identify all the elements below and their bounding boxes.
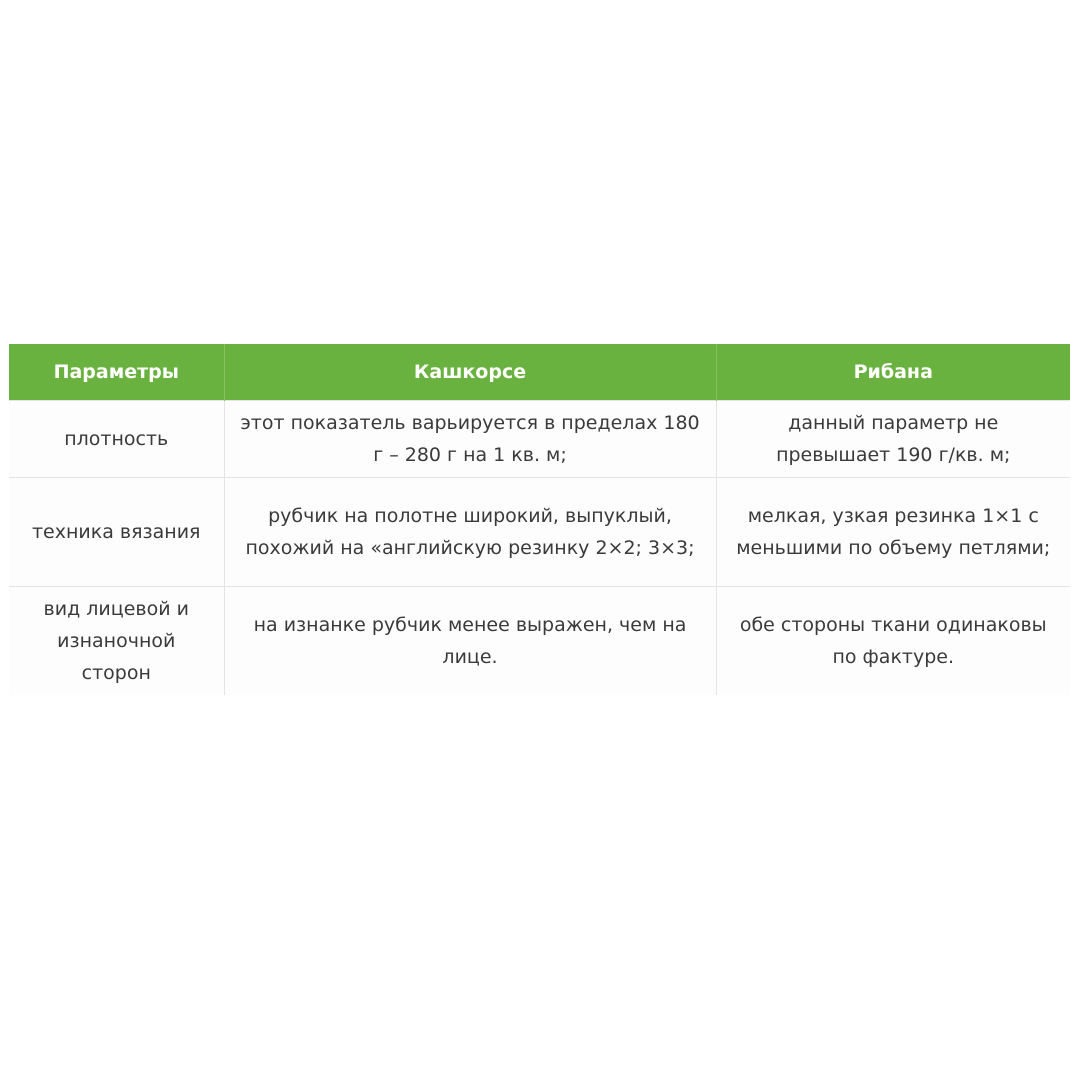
table-row — [9, 478, 1070, 587]
header-kashkorse: Кашкорсе — [224, 344, 716, 401]
header-parameters: Параметры — [53, 361, 179, 383]
kashkorse-value: на изнанке рубчик менее выражен, чем на лице. — [224, 587, 716, 696]
kashkorse-value: рубчик на полотне широкий, выпуклый, похожий на «английскую резинку 2×2; 3×3; — [224, 478, 716, 587]
ribana-value: данный параметр не превышает 190 г/кв. м; — [716, 401, 1070, 478]
header-ribana: Рибана — [716, 344, 1070, 401]
comparison-table — [9, 344, 1070, 695]
ribana-value: мелкая, узкая резинка 1×1 с меньшими по объему петлями; — [716, 478, 1070, 587]
comparison-table-container — [9, 344, 1070, 695]
table-row — [9, 587, 1070, 696]
ribana-value: обе стороны ткани одинаковы по фактуре. — [716, 587, 1070, 696]
table-row — [9, 401, 1070, 478]
row-parameter-label: вид лицевой и изнаночной сторон — [9, 587, 224, 696]
table-header-row — [9, 344, 1070, 401]
row-parameter-label: техника вязания — [9, 478, 224, 587]
kashkorse-value: этот показатель варьируется в пределах 180 г – 280 г на 1 кв. м; — [224, 401, 716, 478]
row-parameter-label: плотность — [9, 401, 224, 478]
